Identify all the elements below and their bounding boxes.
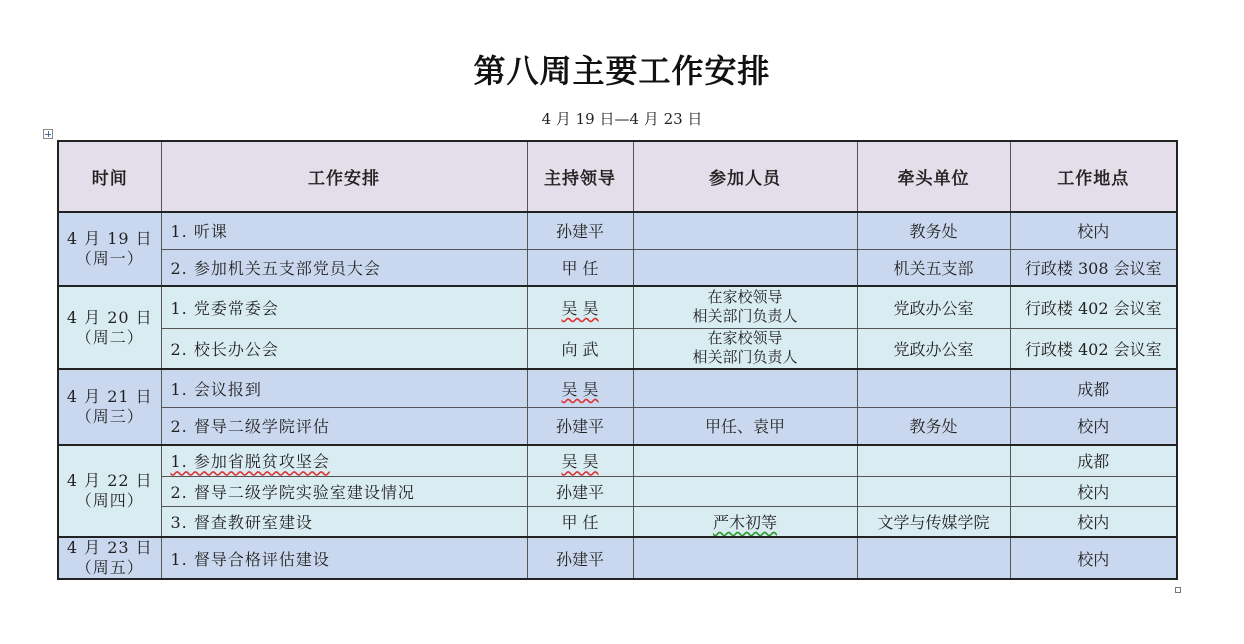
participant-line: 相关部门负责人 [692,307,798,326]
leader-cell [527,369,633,407]
leader-cell: 孙建平 [527,212,633,249]
weekday-label: （周三） [75,407,144,426]
date-cell [58,369,161,445]
header-lead-unit: 牵头单位 [857,141,1010,212]
unit-cell: 教务处 [857,212,1010,249]
date-cell [58,445,161,537]
participants-cell [633,537,857,579]
table-resize-handle-icon[interactable] [1175,587,1181,593]
date-label: 4 月 22 日 [66,471,153,490]
work-cell: 1. 党委常委会 [161,286,527,328]
location-cell: 校内 [1010,476,1177,506]
work-text: 1. 参加省脱贫攻坚会 [170,452,330,472]
participants-cell [633,445,857,476]
work-cell: 3. 督查教研室建设 [161,506,527,537]
table-row [58,506,1177,537]
participant-line: 在家校领导 [707,288,783,307]
participant-line: 相关部门负责人 [692,348,798,367]
unit-cell [857,476,1010,506]
date-cell [58,537,161,579]
participants-cell [633,328,857,369]
unit-cell: 教务处 [857,407,1010,445]
leader-cell [527,445,633,476]
location-cell: 校内 [1010,407,1177,445]
location-cell: 行政楼 402 会议室 [1010,328,1177,369]
work-cell: 1. 听课 [161,212,527,249]
header-row [58,141,1177,212]
weekday-label: （周二） [75,327,144,347]
location-cell: 行政楼 402 会议室 [1010,286,1177,328]
participant-line: 在家校领导 [707,329,783,348]
header-leader: 主持领导 [527,141,633,212]
unit-cell [857,445,1010,476]
day-group-wednesday [58,369,1177,445]
header-work: 工作安排 [161,141,527,212]
work-cell: 1. 督导合格评估建设 [161,537,527,579]
participants-cell: 甲任、袁甲 [633,407,857,445]
weekday-label: （周五） [75,558,144,577]
date-label: 4 月 21 日 [66,387,153,406]
participants-cell [633,506,857,537]
work-cell: 2. 督导二级学院评估 [161,407,527,445]
table-row [58,476,1177,506]
table-row [58,249,1177,286]
schedule-table [57,140,1178,580]
work-cell: 1. 会议报到 [161,369,527,407]
date-cell [58,286,161,369]
leader-name: 吴 昊 [561,298,599,318]
leader-cell: 向 武 [527,328,633,369]
location-cell: 校内 [1010,506,1177,537]
work-cell: 2. 校长办公会 [161,328,527,369]
leader-cell: 孙建平 [527,407,633,445]
participants-cell [633,249,857,286]
location-cell: 成都 [1010,445,1177,476]
location-cell: 行政楼 308 会议室 [1010,249,1177,286]
unit-cell: 党政办公室 [857,286,1010,328]
table-row [58,286,1177,328]
day-group-friday [58,537,1177,579]
location-cell: 成都 [1010,369,1177,407]
work-cell: 2. 督导二级学院实验室建设情况 [161,476,527,506]
leader-cell: 甲 任 [527,249,633,286]
leader-name: 吴 昊 [561,452,599,472]
header-time: 时间 [58,141,161,212]
date-label: 4 月 19 日 [66,229,153,248]
leader-cell [527,286,633,328]
day-group-tuesday [58,286,1177,369]
participants-cell [633,286,857,328]
weekday-label: （周四） [75,491,144,510]
participant-name: 严木初等 [712,512,777,532]
leader-cell: 孙建平 [527,537,633,579]
table-move-handle-icon[interactable] [43,129,53,139]
table-row [58,407,1177,445]
day-group-monday [58,212,1177,286]
work-cell: 2. 参加机关五支部党员大会 [161,249,527,286]
leader-name: 吴 昊 [561,379,599,399]
participants-cell [633,476,857,506]
unit-cell [857,369,1010,407]
date-label: 4 月 23 日 [66,538,153,557]
participants-cell [633,369,857,407]
participants-cell [633,212,857,249]
leader-cell: 甲 任 [527,506,633,537]
table-row [58,328,1177,369]
table-row [58,369,1177,407]
date-cell [58,212,161,286]
leader-cell: 孙建平 [527,476,633,506]
header-location: 工作地点 [1010,141,1177,212]
date-label: 4 月 20 日 [66,307,153,327]
table-row [58,445,1177,476]
document-title: 第八周主要工作安排 [473,52,771,90]
location-cell: 校内 [1010,537,1177,579]
work-cell [161,445,527,476]
day-group-thursday [58,445,1177,537]
unit-cell: 文学与传媒学院 [857,506,1010,537]
date-range: 4 月 19 日—4 月 23 日 [541,110,703,128]
unit-cell: 党政办公室 [857,328,1010,369]
weekday-label: （周一） [75,249,144,268]
location-cell: 校内 [1010,212,1177,249]
header-participants: 参加人员 [633,141,857,212]
table-row [58,212,1177,249]
table-row [58,537,1177,579]
unit-cell [857,537,1010,579]
unit-cell: 机关五支部 [857,249,1010,286]
